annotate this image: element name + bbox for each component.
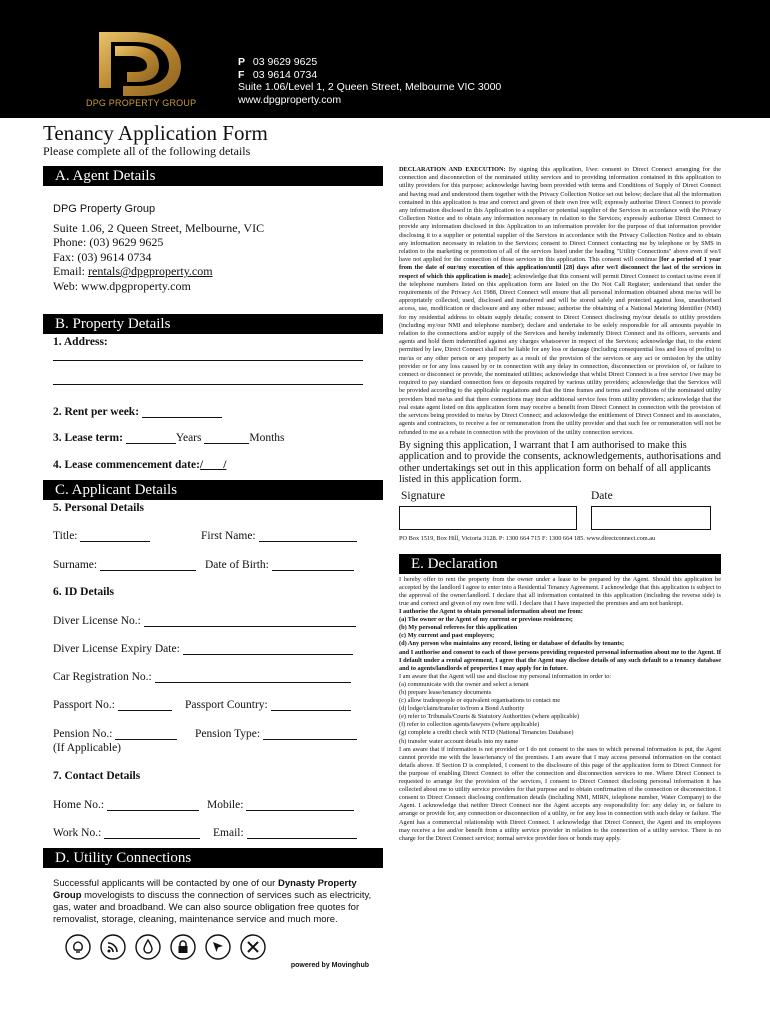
home-phone-field [53,799,199,811]
applicant-email-field [213,827,357,839]
signature-labels [399,490,721,502]
authorise-item-c: (c) My current and past employers; [399,632,495,640]
direct-connect-contact: PO Box 1519, Box Hill, Victoria 3128. P: 1300 664 715 F: 1300 664 185. www.directconnect.com.au [399,534,656,542]
powered-by: powered by Movinghub [290,962,369,969]
property-details [43,334,383,472]
authorise-item-b: (b) My personal referees for this application [399,624,518,632]
dpg-logo [85,28,195,108]
pension-field [53,728,177,740]
surname-input[interactable] [100,560,196,571]
signature-boxes [399,506,721,530]
left-column [43,166,383,969]
car-reg-input[interactable] [155,672,351,683]
header-contact [238,56,501,106]
form-title: Tenancy Application Form [43,121,268,145]
lightbulb-icon [65,934,91,960]
authorised-statement: By signing this application, I warrant that I am authorised to make this application and to provide the consents, acknowledgements, authorisations and other undertakings set out in this application form on behalf of all applicants listed in this application form. [399,439,721,486]
agent-email-link[interactable]: rentals@dpgproperty.com [88,264,213,278]
home-phone-input[interactable] [107,800,199,811]
section-heading-declaration: E. Declaration [399,554,721,574]
mobile-field [207,799,354,811]
agent-phone: Phone: (03) 9629 9625 [53,235,164,249]
use-item: (d) lodge/claim/transfer to/from a Bond Authority [399,705,525,713]
lease-months-input[interactable] [204,433,249,444]
id-details-label: 6. ID Details [53,586,115,598]
lease-years-input[interactable] [126,433,176,444]
dob-input[interactable] [272,560,354,571]
pension-type-field [195,728,357,740]
applicant-details [43,500,383,845]
phone-label: P [238,56,246,68]
fax-label: F [238,68,245,81]
wifi-icon [100,934,126,960]
first-name-field [201,530,357,542]
section-heading-utility: D. Utility Connections [43,848,383,868]
address-line-2[interactable] [53,384,363,385]
commencement-date-input[interactable]: / / [199,459,227,471]
section-heading-property: B. Property Details [43,314,383,334]
declaration-execution-text-a: By signing this application, I/we: consent to Direct Connect arranging for the connection and disconnection of the nominated utility services and to providing information contained in this application to utility providers for this purpose; acknowledge having been provided with terms and Conditions of Supply of Direct Connect and having read and understood them together with the Privacy Collection Notice set out below; declare that all the information contained in this application is true and correct and given of their own free will; expressly authorise Direct Connect to provide any information disclosed in this Application to a supplier or potential supplier of the Services in accordance with the Privacy Collection Notice and to obtain any information necessary in relation to the Services; expressly authorise Direct Connect to provide any information disclosed in this Application to an information provider for the purpose of that information provider disclosing it to a supplier or potential supplier of the Services in accordance with the Privacy Collection Notice and to obtain any information necessary in relation to the Services; consent to Direct Connect contacting me by telephone or by SMS in relation to the marketing or promotion of all of the services listed under the heading "Utility Connections" above even if we/I have not applied for the connection of those services in this application. This consent will continue [399,166,721,264]
pension-input[interactable] [115,729,177,740]
licence-expiry-label: Diver License Expiry Date: [53,643,180,655]
agent-email-label: Email: [53,264,88,278]
use-item: (f) refer to collection agents/lawyers (where applicable) [399,721,540,729]
licence-expiry-input[interactable] [183,644,353,655]
header-phone: 03 9629 9625 [252,56,318,68]
declaration-body [399,574,721,843]
lease-term-label: 3. Lease term: [53,432,123,444]
header-address: Suite 1.06/Level 1, 2 Queen Street, Melbourne VIC 3000 [238,81,502,93]
date-label: Date [591,489,613,502]
authorise-consent: and I authorise and consent to each of those persons providing requested personal information about me to the Agent. If I default under a rental agreement, I agree that the Agent may disclose details of any such default to a tenancy database and to agents/landlords of properties I may apply for in future. [399,648,721,672]
passport-country-field [185,699,351,711]
pointer-icon [205,934,231,960]
utility-text-pre: Successful applicants will be contacted by one of our [53,878,278,889]
title-field [53,530,150,542]
tools-icon [240,934,266,960]
declaration-execution-lead: DECLARATION AND EXECUTION: [399,166,506,173]
applicant-email-label: Email: [213,827,244,839]
title-input[interactable] [80,531,150,542]
agent-email-line [53,264,383,279]
licence-label: Diver License No.: [53,615,141,627]
mobile-input[interactable] [246,800,354,811]
pension-label: Pension No.: [53,728,113,740]
work-phone-field [53,827,200,839]
months-label: Months [249,432,285,444]
surname-label: Surname: [53,559,98,571]
rent-label: 2. Rent per week: [53,406,140,418]
water-drop-icon [135,934,161,960]
passport-input[interactable] [118,700,172,711]
declaration-execution-text [399,166,721,437]
use-item: (b) prepare lease/tenancy documents [399,689,492,697]
declaration-offer: I hereby offer to rent the property from the owner under a lease to be prepared by the Agent. Should this application be accepted by the landlord I agree to enter into a Residential Tenancy Agreement. I acknowledge that this application is subject to the approval of the owner/landlord. I declare that all information contained in this application (including the reverse side) is true and correct and given of my own free will. I declare that I have inspected the premises and am not bankrupt. [399,575,721,607]
use-item: (a) communicate with the owner and select a tenant [399,680,529,688]
car-reg-field [53,671,351,683]
first-name-input[interactable] [259,531,357,542]
declaration-execution-text-b: ; acknowledge that this consent will permit Direct Connect to contact us/me even if the telephone numbers listed on this application form are listed on the Do Not Call Register; understand that under the requirements of the Privacy Act 1988, Direct Connect will ensure that all personal information obtained about me/us will be appropriately collected, used, disclosed and transferred and will be stored safely and protected against loss, unauthorised access, use, modification or disclosure and any other misuse; authorise the obtaining of a National Metering Identifier (NMI) for my residential address to obtain supply details; consent to Direct Connect disclosing my/our details to utility providers (including my/our NMI and telephone number); declare and undertake to be solely responsible for all amounts payable in relation to the connections and/or supply of the Services and hereby indemnify Direct Connect and its officers, servants and agents and hold them indemnified against any charges whatsoever in respect of the Services; acknowledge that, to the extent permitted by law, Direct Connect shall not be liable for any loss or damage (including consequential loss and loss of profits) to me/us or any other person or any property as a result of the provision of the services or any act or omission by the utility provider or for any loss caused by or in connection with any delay in connection, disconnection or provision of, or failure to connect or disconnect or provide, the nominated utilities; acknowledge that whilst Direct Connect is a free service I/we may be required to pay standard connection fees or deposits required by various utility providers; acknowledge that the Services will be provided according to the applicable regulations and that the time frames and terms and conditions of the nominated utility providers bind me/us and that there connections may incur additional service fees from utility providers; acknowledge that the real estate agent listed on this application form may receive a benefit from Direct Connect in connection with the provision of the services being provided to me/us by Direct Connect; and acknowledge the entitlement of Direct Connect and its associates, agents and contractors, to receive a fee or remuneration from the utility provider and that such fee or remuneration will not be refunded to me as a rebate in connection with the provision of the utility connection services. [399,272,722,436]
licence-field [53,615,356,627]
brand-name: DPG PROPERTY GROUP [86,98,197,108]
commencement-field [53,459,226,471]
signature-box[interactable] [399,506,577,530]
passport-label: Passport No.: [53,699,115,711]
use-item: (c) allow tradespeople or equivalent organisations to contact me [399,697,561,705]
agent-address: Suite 1.06, 2 Queen Street, Melbourne, VIC [53,220,265,235]
lock-icon [170,934,196,960]
home-phone-label: Home No.: [53,799,105,811]
use-item: (h) transfer water account details into my name [399,737,519,745]
work-phone-label: Work No.: [53,827,102,839]
passport-country-label: Passport Country: [185,699,268,711]
mobile-label: Mobile: [207,799,244,811]
use-heading: I am aware that the Agent will use and disclose my personal information in order to: [399,672,612,680]
authorise-item-d: (d) Any person who maintains any record, listing or database of defaults by tenants; [399,640,625,648]
agent-fax: Fax: (03) 9614 0734 [53,249,152,264]
car-reg-label: Car Registration No.: [53,671,152,683]
pension-type-label: Pension Type: [195,728,261,740]
header-website: www.dpgproperty.com [238,93,342,106]
rent-input[interactable] [142,407,222,418]
use-item: (g) complete a credit check with NTD (National Tenancies Database) [399,729,574,737]
surname-field [53,559,196,571]
if-applicable-note: (If Applicable) [53,742,122,754]
declaration-execution-consent-period: [for a period of 1 year from the date of our/my execution of this application/until [28] days after we/I disconnect the last of the services in respect of which this application is made] [399,256,721,280]
section-heading-applicant: C. Applicant Details [43,480,383,500]
right-column [399,166,721,843]
header-fax: 03 9614 0734 [252,68,318,81]
licence-input[interactable] [144,616,356,627]
commencement-label: 4. Lease commencement date: [53,459,200,471]
header-banner [0,0,770,118]
applicant-email-input[interactable] [247,828,357,839]
title-label: Title: [53,530,78,542]
first-name-label: First Name: [201,530,256,542]
address-label: 1. Address: [53,336,108,348]
dob-field [205,559,354,571]
authorise-item-a: (a) The owner or the Agent of my current or previous residences; [399,616,573,624]
pension-type-input[interactable] [263,729,357,740]
signature-date-box[interactable] [591,506,711,530]
agent-company: DPG Property Group [53,203,156,215]
passport-country-input[interactable] [271,700,351,711]
utility-text [43,868,383,926]
agent-details [43,186,383,314]
utility-icons [43,926,383,960]
lease-term-field [53,432,373,444]
dob-label: Date of Birth: [205,559,269,571]
contact-details-label: 7. Contact Details [53,770,141,782]
utility-text-post: movelogists to discuss the connection of services such as electricity, gas, water and broadband. We can also source obligation free quotes for removalist, storage, cleaning, maintenance service and much more. [53,890,372,925]
personal-details-label: 5. Personal Details [53,502,145,514]
section-heading-agent: A. Agent Details [43,166,383,186]
agent-web: Web: www.dpgproperty.com [53,278,191,293]
utility-text-brand: Dynasty Property Group [53,878,357,901]
authorise-heading: I authorise the Agent to obtain personal information about me from: [399,608,583,616]
form-subtitle: Please complete all of the following details [43,144,251,158]
use-item: (e) refer to Tribunals/Courts & Statutory Authorities (where applicable) [399,713,580,721]
address-line-1[interactable] [53,360,363,361]
years-label: Years [175,432,202,444]
rent-field [53,406,222,418]
work-phone-input[interactable] [104,828,200,839]
signature-label: Signature [401,489,446,502]
declaration-closing: I am aware that if information is not provided or I do not consent to the uses to which personal information is put, the Agent cannot provide me with the lease/tenancy of the premises. I am aware that I may access personal information on the contact details above. If Section D is completed, I consent to the disclosure of this page of the application form to Direct Connect for the purpose of enabling Direct Connect to offer the connection and disconnection services to me. Where Direct Connect is requested to arrange for the provision of the services, I consent to Direct Connect disclosing personal information it has collected about me to utility service providers for that purpose and to obtain confirmation of the connection or disconnection. I consent to Direct Connect disclosing confirmation details (including NMI, MIRN, telephone number, Water Company) to the Agent. I acknowledge that neither Direct Connect nor the Agent accepts any responsibility for: any delay in, or failure to arrange or provide for, any connection or disconnection of a utility, or for any loss in connection with such delay or failure. The Agent has a commercial relationship with Direct Connect. I acknowledge that Direct Connect, the Agent and its employees may receive a fee and/or benefit from a utility service provider in relation to the connection of a utility service. There is no charge for the Direct Connect service; normal service provider fees or bonds may apply. [399,745,721,842]
licence-expiry-field [53,643,353,655]
passport-field [53,699,172,711]
